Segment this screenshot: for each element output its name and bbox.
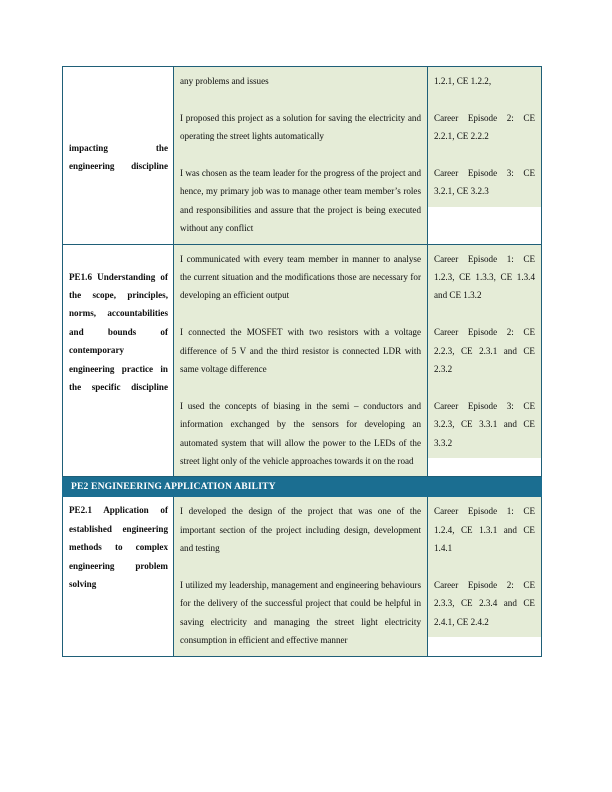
competency-evidence-table xyxy=(62,66,542,657)
criteria-cell xyxy=(63,67,174,245)
table-row xyxy=(63,244,542,477)
table-row xyxy=(63,67,542,245)
episode-reference: Career Episode 2: CE 2.2.1, CE 2.2.2 xyxy=(434,112,535,142)
evidence-paragraph: I utilized my leadership, management and engineering behaviours for the delivery of the successful project that could be helpful in saving electricity and managing the street light electricity consumption in efficient and effective manner xyxy=(180,580,421,646)
evidence-paragraph: I used the concepts of biasing in the semi – conductors and information exchanged by the sensors for developing an automated system that will allow the power to the LEDs of the street light only of the vehicle approaches towards it on the road xyxy=(180,400,421,467)
criteria-cell xyxy=(63,497,174,656)
evidence-cell xyxy=(174,244,428,477)
evidence-paragraph: I proposed this project as a solution for saving the electricity and operating the street lights automatically xyxy=(180,112,421,142)
episode-cell xyxy=(428,244,542,477)
episode-reference: Career Episode 2: CE 2.3.3, CE 2.3.4 and CE 2.4.1, CE 2.4.2 xyxy=(434,580,535,627)
evidence-paragraph: I was chosen as the team leader for the progress of the project and hence, my primary job was to manage other team member’s roles and responsibilities and assure that the project is being executed without any conflict xyxy=(180,168,421,234)
episode-reference: Career Episode 1: CE 1.2.4, CE 1.3.1 and CE 1.4.1 xyxy=(434,506,535,554)
evidence-paragraph: any problems and issues xyxy=(180,76,269,86)
episode-reference: Career Episode 3: CE 3.2.1, CE 3.2.3 xyxy=(434,168,535,197)
evidence-cell xyxy=(174,497,428,656)
evidence-paragraph: I connected the MOSFET with two resistors with a voltage difference of 5 V and the third resistor is connected LDR with same voltage difference xyxy=(180,327,421,375)
episode-reference: Career Episode 2: CE 2.2.3, CE 2.3.1 and CE 2.3.2 xyxy=(434,327,535,375)
episode-reference: Career Episode 3: CE 3.2.3, CE 3.3.1 and CE 3.3.2 xyxy=(434,400,535,448)
evidence-paragraph: I communicated with every team member in manner to analyse the current situation and the modifications those are necessary for developing an efficient output xyxy=(180,253,421,301)
table-row xyxy=(63,497,542,656)
episode-cell xyxy=(428,497,542,656)
section-band-cell xyxy=(63,477,542,497)
section-band-label: PE2 ENGINEERING APPLICATION ABILITY xyxy=(71,481,276,493)
episode-reference: Career Episode 1: CE 1.2.3, CE 1.3.3, CE 1.3.4 and CE 1.3.2 xyxy=(434,253,535,301)
criteria-text: impacting the engineering discipline xyxy=(69,143,168,172)
episode-cell xyxy=(428,67,542,245)
section-band-row xyxy=(63,477,542,497)
criteria-text: PE1.6 Understanding of the scope, principles, norms, accountabilities and bounds of contemporary engineering practice in the specific discipline xyxy=(69,271,168,393)
criteria-text: PE2.1 Application of established engineering methods to complex engineering problem solving xyxy=(69,505,168,590)
episode-reference: 1.2.1, CE 1.2.2, xyxy=(434,76,492,86)
evidence-cell xyxy=(174,67,428,245)
criteria-cell xyxy=(63,244,174,477)
evidence-paragraph: I developed the design of the project that was one of the important section of the project including design, development and testing xyxy=(180,506,421,554)
